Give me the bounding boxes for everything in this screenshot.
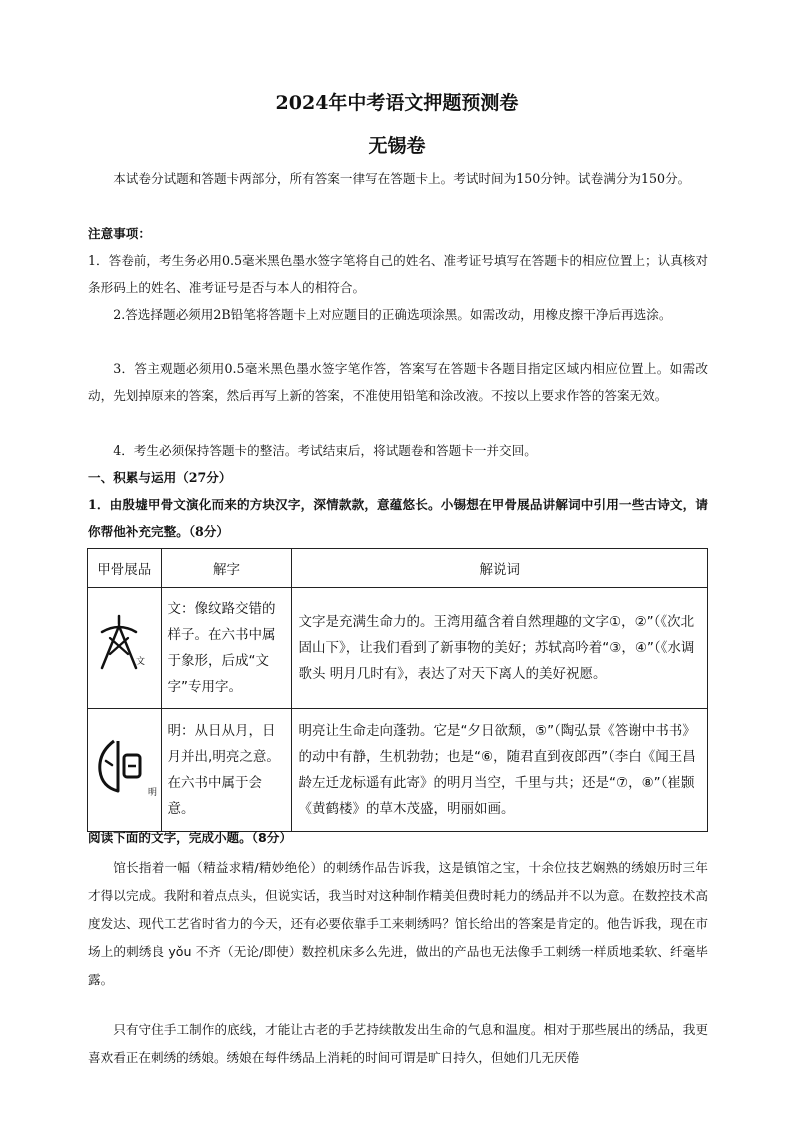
notes-heading: 注意事项：	[88, 226, 151, 241]
table-row	[88, 709, 708, 832]
note-item-1: 1．答卷前，考生务必用0.5毫米黑色墨水签字笔将自己的姓名、准考证号填写在答题卡的相应位置上；认真核对条形码上的姓名、准考证号是否与本人的相符合。	[88, 253, 708, 295]
oracle-glyph-cell	[88, 588, 162, 709]
intro-paragraph: 本试卷分试题和答题卡两部分，所有答案一律写在答题卡上。考试时间为150分钟。试卷满分为150分。	[113, 171, 691, 186]
note-item-2: 2.答选择题必须用2B铅笔将答题卡上对应题目的正确选项涂黑。如需改动，用橡皮擦干净后再选涂。	[113, 307, 672, 322]
glyph-caption: 文	[136, 657, 146, 667]
exam-subtitle: 无锡卷	[368, 135, 426, 157]
table-header: 解说词	[292, 549, 708, 588]
shuoming-cell: 明亮让生命走向蓬勃。它是“夕日欲颓，⑤”（陶弘景《答谢中书书》的动中有静，生机勃勃；也是“⑥，随君直到夜郎西”（李白《闻王昌龄左迁龙标遥有此寄》的明月当空，千里与共；还是“⑦，⑧”（崔颢《黄鹤楼》的草木茂盛，明丽如画。	[292, 709, 708, 832]
table-header: 甲骨展品	[88, 549, 162, 588]
exhibit-table	[87, 548, 708, 832]
note-item-4: 4．考生必须保持答题卡的整洁。考试结束后，将试题卷和答题卡一并交回。	[113, 443, 537, 458]
table-header: 解字	[161, 549, 292, 588]
jiezi-cell: 明：从日从月，日月并出,明亮之意。在六书中属于会意。	[161, 709, 292, 832]
jiezi-cell: 文：像纹路交错的样子。在六书中属于象形，后成“文字”专用字。	[161, 588, 292, 709]
oracle-glyph-cell	[88, 709, 162, 832]
shuoming-cell: 文字是充满生命力的。王湾用蕴含着自然理趣的文字①，②”（《次北固山下》，让我们看到了新事物的美好；苏轼高吟着“③，④”（《水调歌头 明月几时有》，表达了对天下离人的美好祝愿。	[292, 588, 708, 709]
oracle-ming-glyph	[94, 735, 148, 795]
exam-title: 2024年中考语文押题预测卷	[275, 92, 519, 114]
reading-paragraph: 馆长指着一幅（精益求精/精妙绝伦）的刺绣作品告诉我，这是镇馆之宝，十余位技艺娴熟的绣娘历时三年才得以完成。我附和着点点头，但说实话，我当时对这种制作精美但费时耗力的绣品并不以为意。在数控技术高度发达、现代工艺省时省力的今天，还有必要依靠手工来刺绣吗？馆长给出的答案是肯定的。他告诉我，现在市场上的刺绣良 yǒu 不齐（无论/即使）数控机床多么先进，做出的产品也无法像手工刺绣一样质地柔软、纤毫毕露。	[88, 860, 708, 987]
reading-paragraph: 只有守住手工制作的底线，才能让古老的手艺持续散发出生命的气息和温度。相对于那些展出的绣品，我更喜欢看正在刺绣的绣娘。绣娘在每件绣品上消耗的时间可谓是旷日持久，但她们几无厌倦	[88, 1022, 708, 1065]
note-item-3: 3．答主观题必须用0.5毫米黑色墨水签字笔作答，答案写在答题卡各题目指定区域内相应位置上。如需改动，先划掉原来的答案，然后再写上新的答案，不准使用铅笔和涂改液。不按以上要求作答的答案无效。	[88, 361, 708, 403]
reading-heading: 阅读下面的文字，完成小题。（8分）	[88, 830, 292, 845]
question-1: 1．由殷墟甲骨文演化而来的方块汉字，深情款款，意蕴悠长。小锡想在甲骨展品讲解词中引用一些古诗文，请你帮他补充完整。（8分）	[88, 497, 708, 539]
table-row	[88, 588, 708, 709]
glyph-caption: 明	[148, 788, 158, 798]
section-heading: 一、积累与运用（27分）	[88, 470, 232, 485]
table-header-row	[88, 549, 708, 588]
